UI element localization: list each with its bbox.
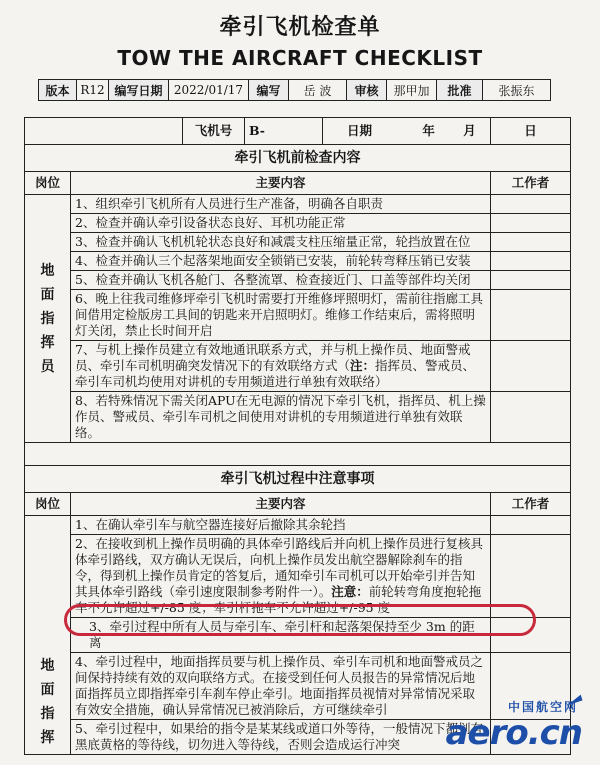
section2-item-5: 5、牵引过程中，如果给的指令是某某线或道口外等待，一般情况下都划有黑底黄格的等待线，切勿进入等待线，否则会造成运行冲突 [71, 720, 491, 755]
role-char: 地 [40, 658, 55, 674]
section2-col-worker: 工作者 [491, 493, 571, 516]
section2-role-cell [25, 516, 71, 755]
role-char: 面 [40, 286, 55, 303]
date-field-text: 日期 [347, 123, 373, 138]
section1-col-content: 主要内容 [71, 172, 491, 195]
role-char: 面 [40, 682, 55, 698]
role-char: 挥 [40, 730, 55, 746]
aircraft-number-field[interactable]: B- [245, 118, 323, 145]
section2-item-1: 1、在确认牵引车与航空器连接好后撤除其余轮挡 [71, 516, 491, 535]
section1-col-worker: 工作者 [491, 172, 571, 195]
worker-sign-cell[interactable] [491, 233, 571, 252]
watermark [442, 699, 592, 759]
worker-sign-cell[interactable] [491, 290, 571, 341]
title-chinese: 牵引飞机检查单 [219, 14, 381, 40]
section2-item-2 [71, 535, 491, 618]
document-meta-table [38, 79, 551, 101]
item7-note-label: 注： [350, 358, 376, 373]
section2-item-3: 3、牵引过程中所有人员与牵引车、牵引杆和起落架保持至少 3m 的距离 [71, 618, 491, 653]
date-label: 编写日期 [109, 80, 169, 101]
watermark-cn: 中国航空网 [507, 700, 578, 714]
section1-item-4: 4、检查并确认三个起落架地面安全锁销已安装，前轮转弯释压销已安装 [71, 252, 491, 271]
item2-note: 前轮转弯角度抱轮拖车不允许超过+/-85 度；牵引杆拖车不允许超过+/-95 度 [75, 584, 482, 615]
section2-title: 牵引飞机过程中注意事项 [25, 466, 571, 493]
role-char: 员 [40, 358, 55, 375]
worker-sign-cell[interactable] [491, 618, 571, 653]
worker-sign-cell[interactable] [491, 214, 571, 233]
section1-item-5: 5、检查并确认飞机各舱门、各整流罩、检查接近门、口盖等部件均关闭 [71, 271, 491, 290]
year-label: 年 [422, 123, 435, 138]
worker-sign-cell[interactable] [491, 341, 571, 392]
role-char: 指 [40, 310, 55, 327]
reviewer-label: 审核 [347, 80, 387, 101]
author-value: 岳 波 [289, 80, 347, 101]
author-label: 编写 [249, 80, 289, 101]
date-value: 2022/01/17 [169, 80, 249, 101]
aircraft-number-label: 飞机号 [183, 118, 245, 145]
worker-sign-cell[interactable] [491, 252, 571, 271]
section1-item-3: 3、检查并确认飞机机轮状态良好和减震支柱压缩量正常，轮挡放置在位 [71, 233, 491, 252]
section1-title: 牵引飞机前检查内容 [25, 145, 571, 172]
aircraft-row [25, 118, 571, 145]
item7-close: ） [375, 374, 388, 389]
worker-sign-cell[interactable] [491, 271, 571, 290]
item7-note: 指挥员、警戒员、牵引车司机均使用对讲机的专用频道进行单独有效联络 [75, 358, 476, 389]
reviewer-value: 那甲加 [387, 80, 437, 101]
month-label: 月 [463, 123, 476, 138]
item7-text: 7、与机上操作员建立有效地通讯联系方式，并与机上操作员、地面警戒员、牵引车司机明确突发情况下的有效联络方式（ [75, 342, 471, 373]
worker-sign-cell[interactable] [491, 535, 571, 618]
role-char: 指 [40, 706, 55, 722]
watermark-en: aero.cn [445, 713, 582, 753]
section-spacer [25, 443, 571, 466]
approver-label: 批准 [437, 80, 483, 101]
worker-sign-cell[interactable] [491, 392, 571, 443]
version-label: 版本 [39, 80, 77, 101]
section1-item-7 [71, 341, 491, 392]
section1-role-cell [25, 195, 71, 443]
item2-text: 2、在接收到机上操作员明确的具体牵引路线后并向机上操作员进行复核具体牵引路线，双方确认无误后，向机上操作员发出航空器解除刹车的指令，得到机上操作员肯定的答复后，通知牵引车司机可以开始牵引并告知其具体牵引路线（牵引速度限制参考附件一）。 [75, 536, 483, 599]
section2-col-content: 主要内容 [71, 493, 491, 516]
item2-note-label: 注意： [331, 584, 369, 599]
section1-item-6: 6、晚上往我司维修坪牵引飞机时需要打开维修坪照明灯，需前往指廊工具间借用定检版房工具间的钥匙来开启照明灯。维修工作结束后，需将照明灯关闭，禁止长时间开启 [71, 290, 491, 341]
version-value: R12 [77, 80, 109, 101]
day-label: 日 [491, 118, 571, 145]
section1-col-position: 岗位 [25, 172, 71, 195]
approver-value: 张振东 [483, 80, 551, 101]
section1-item-8: 8、若特殊情况下需关闭APU在无电源的情况下牵引飞机，指挥员、机上操作员、警戒员、牵引车司机之间使用对讲机的专用频道进行单独有效联络。 [71, 392, 491, 443]
section1-item-1: 1、组织牵引飞机所有人员进行生产准备，明确各自职责 [71, 195, 491, 214]
role-char: 挥 [40, 334, 55, 351]
title-english: TOW THE AIRCRAFT CHECKLIST [117, 46, 483, 70]
section2-item-4: 4、牵引过程中，地面指挥员要与机上操作员、牵引车司机和地面警戒员之间保持持续有效的双向联络方式。在接受到任何人员报告的异常情况后地面指挥员立即指挥牵引车刹车停止牵引。地面指挥员视情对异常情况采取有效安全措施，确认异常情况已被消除后，方可继续牵引 [71, 653, 491, 720]
section2-col-position: 岗位 [25, 493, 71, 516]
date-field-label [323, 118, 491, 145]
role-char: 地 [40, 262, 55, 279]
worker-sign-cell[interactable] [491, 516, 571, 535]
checklist-table [24, 117, 571, 755]
section1-item-2: 2、检查并确认牵引设备状态良好、耳机功能正常 [71, 214, 491, 233]
worker-sign-cell[interactable] [491, 195, 571, 214]
